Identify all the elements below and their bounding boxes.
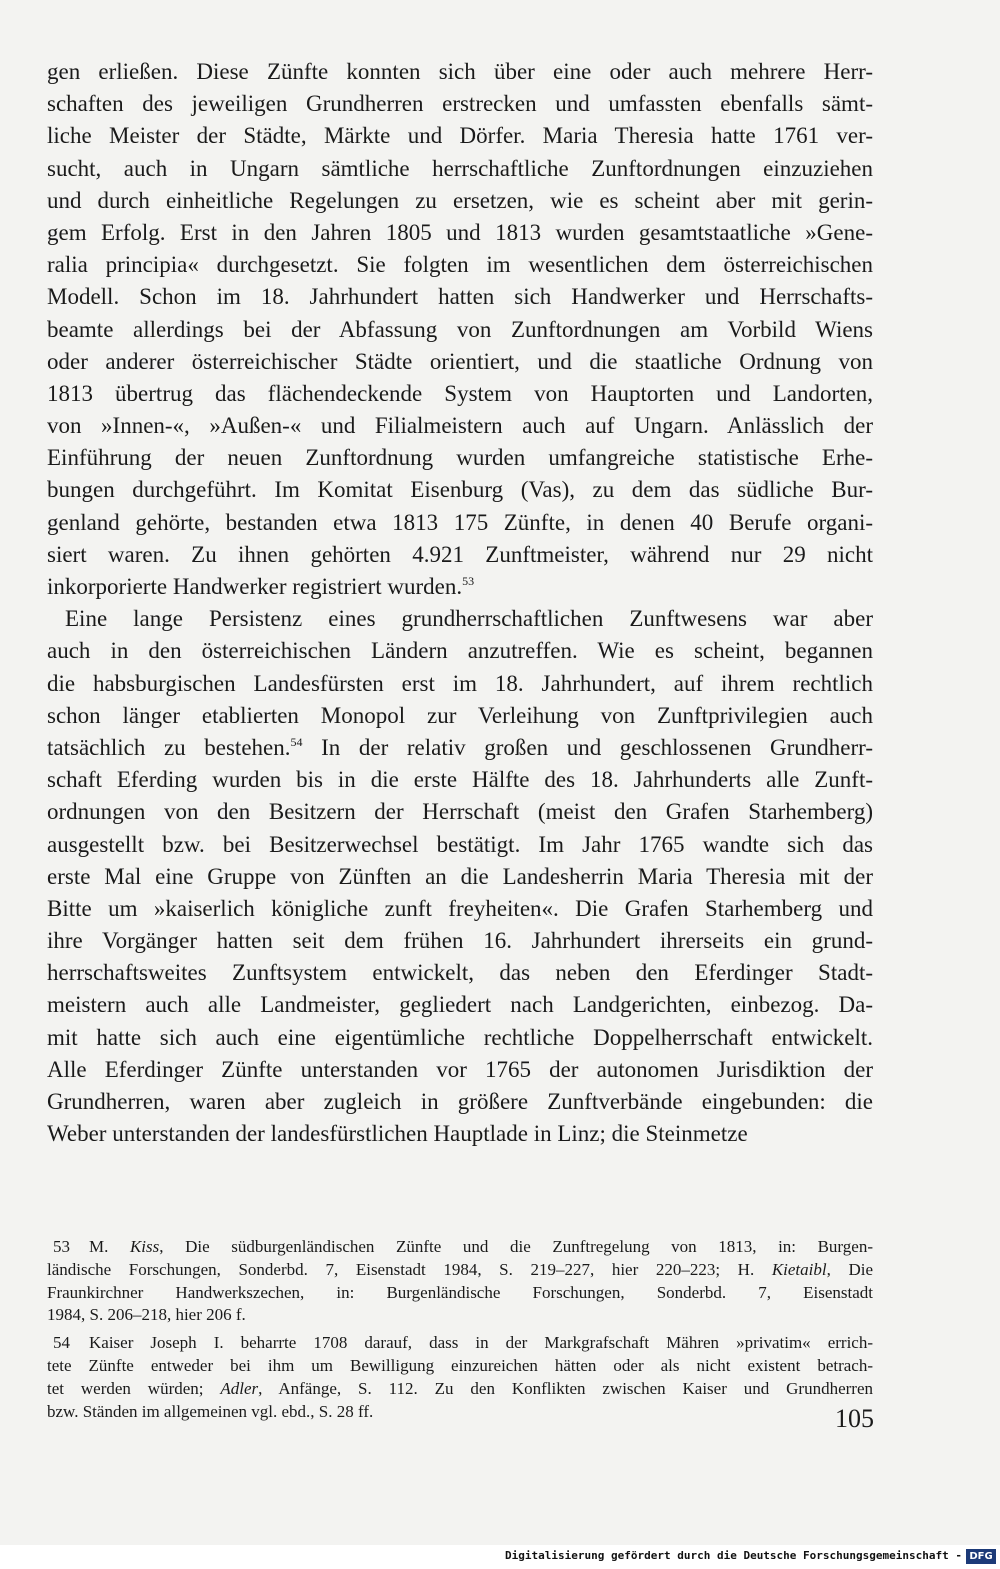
- text-line: Weber unterstanden der landesfürstlichen Hauptlade in Linz; die Steinmetze: [47, 1121, 748, 1147]
- text-line: von »Innen-«, »Außen-« und Filialmeistern auch auf Ungarn. Anlässlich der: [47, 413, 873, 439]
- body-text: [47, 56, 873, 1150]
- footnote-marker: 54: [290, 734, 303, 749]
- footnote-line: 53 M. Kiss, Die südburgenländischen Zünfte und die Zunftregelung von 1813, in: Burgen-: [47, 1236, 873, 1259]
- text-line: siert waren. Zu ihnen gehörten 4.921 Zunftmeister, während nur 29 nicht: [47, 541, 873, 567]
- text-line: schaften des jeweiligen Grundherren erstrecken und umfassten ebenfalls sämt-: [47, 91, 873, 117]
- footnote-number: 54: [53, 1333, 70, 1353]
- text-line: sucht, auch in Ungarn sämtliche herrschaftliche Zunftordnungen einzuziehen: [47, 155, 873, 181]
- footnote-line: tet werden würden; Adler, Anfänge, S. 112. Zu den Konflikten zwischen Kaiser und Grundherren: [47, 1378, 873, 1398]
- text-line: Modell. Schon im 18. Jahrhundert hatten sich Handwerker und Herrschafts-: [47, 284, 873, 310]
- text-line: Alle Eferdinger Zünfte unterstanden vor 1765 der autonomen Jurisdiktion der: [47, 1056, 873, 1082]
- text-line: Einführung der neuen Zunftordnung wurden umfangreiche statistische Erhe-: [47, 445, 873, 471]
- footnote-marker: 53: [462, 574, 475, 588]
- text-line: gem Erfolg. Erst in den Jahren 1805 und 1813 wurden gesamtstaatliche »Gene-: [47, 219, 873, 245]
- text-line: tatsächlich zu bestehen.$^{54}$ In der relativ großen und geschlossenen Grundherr-: [47, 734, 873, 760]
- text-line: mit hatte sich auch eine eigentümliche rechtliche Doppelherrschaft entwickelt.: [47, 1024, 873, 1050]
- footnotes: [47, 1236, 873, 1423]
- text-line: ausgestellt bzw. bei Besitzerwechsel bestätigt. Im Jahr 1765 wandte sich das: [47, 831, 873, 857]
- text-line: inkorporierte Handwerker registriert wurden.$^{53}$: [47, 574, 475, 599]
- text-line: ralia principia« durchgesetzt. Sie folgten im wesentlichen dem österreichischen: [47, 252, 873, 278]
- footnote-line: bzw. Ständen im allgemeinen vgl. ebd., S. 28 ff.: [47, 1401, 374, 1421]
- text-line: Bitte um »kaiserlich königliche zunft freyheiten«. Die Grafen Starhemberg und: [47, 895, 873, 921]
- text-line: schon länger etablierten Monopol zur Verleihung von Zunftprivilegien auch: [47, 702, 873, 728]
- footer-credit: Digitalisierung gefördert durch die Deutsche Forschungsgemeinschaft -: [505, 1549, 962, 1562]
- author-name: Kietaibl: [771, 1259, 827, 1279]
- text-line: Eine lange Persistenz eines grundherrschaftlichen Zunftwesens war aber: [65, 606, 873, 632]
- text-line: beamte allerdings bei der Abfassung von Zunftordnungen am Vorbild Wiens: [47, 316, 873, 342]
- text-line: bungen durchgeführt. Im Komitat Eisenburg (Vas), zu dem das südliche Bur-: [47, 477, 873, 503]
- author-name: Kiss: [129, 1237, 160, 1256]
- text-line: herrschaftsweites Zunftsystem entwickelt, das neben den Eferdinger Stadt-: [47, 960, 873, 986]
- text-line: ihre Vorgänger hatten seit dem frühen 16. Jahrhundert ihrerseits ein grund-: [47, 928, 873, 954]
- footnote-number: 53: [53, 1237, 70, 1256]
- footnote-line: Fraunkirchner Handwerkszechen, in: Burgenländische Forschungen, Sonderbd. 7, Eisenstadt: [47, 1282, 873, 1302]
- footnote-line: 1984, S. 206–218, hier 206 f.: [47, 1305, 246, 1325]
- page-number: 105: [835, 1404, 874, 1433]
- text-line: liche Meister der Städte, Märkte und Dörfer. Maria Theresia hatte 1761 ver-: [47, 123, 873, 149]
- footnote-line: tete Zünfte entweder bei ihm um Bewilligung einzureichen hätten oder als nicht existent betrach-: [47, 1355, 873, 1375]
- digitization-footer: [0, 1545, 1000, 1569]
- text-line: oder anderer österreichischer Städte orientiert, und die staatliche Ordnung von: [47, 348, 873, 374]
- text-line: die habsburgischen Landesfürsten erst im 18. Jahrhundert, auf ihrem rechtlich: [47, 670, 873, 696]
- text-line: auch in den österreichischen Ländern anzutreffen. Wie es scheint, begannen: [47, 638, 873, 664]
- text-line: meistern auch alle Landmeister, gegliedert nach Landgerichten, einbezog. Da-: [47, 992, 873, 1018]
- text-line: 1813 übertrug das flächendeckende System von Hauptorten und Landorten,: [47, 380, 873, 406]
- author-name: Adler: [220, 1378, 259, 1398]
- text-line: Grundherren, waren aber zugleich in größere Zunftverbände eingebunden: die: [47, 1089, 873, 1114]
- footnote-line: ländische Forschungen, Sonderbd. 7, Eisenstadt 1984, S. 219–227, hier 220–223; H. Kietaibl, Die: [47, 1259, 873, 1279]
- text-line: und durch einheitliche Regelungen zu ersetzen, wie es scheint aber mit gerin-: [47, 187, 873, 213]
- dfg-logo: DFG: [966, 1549, 996, 1564]
- text-line: schaft Eferding wurden bis in die erste Hälfte des 18. Jahrhunderts alle Zunft-: [47, 767, 873, 793]
- footnote-line: 54 Kaiser Joseph I. beharrte 1708 darauf, dass in der Markgrafschaft Mähren »privatim« errich-: [47, 1332, 873, 1355]
- text-line: gen erließen. Diese Zünfte konnten sich über eine oder auch mehrere Herr-: [47, 59, 873, 84]
- text-line: erste Mal eine Gruppe von Zünften an die Landesherrin Maria Theresia mit der: [47, 863, 873, 889]
- text-line: genland gehörte, bestanden etwa 1813 175 Zünfte, in denen 40 Berufe organi-: [47, 509, 873, 535]
- text-line: ordnungen von den Besitzern der Herrschaft (meist den Grafen Starhemberg): [47, 799, 873, 825]
